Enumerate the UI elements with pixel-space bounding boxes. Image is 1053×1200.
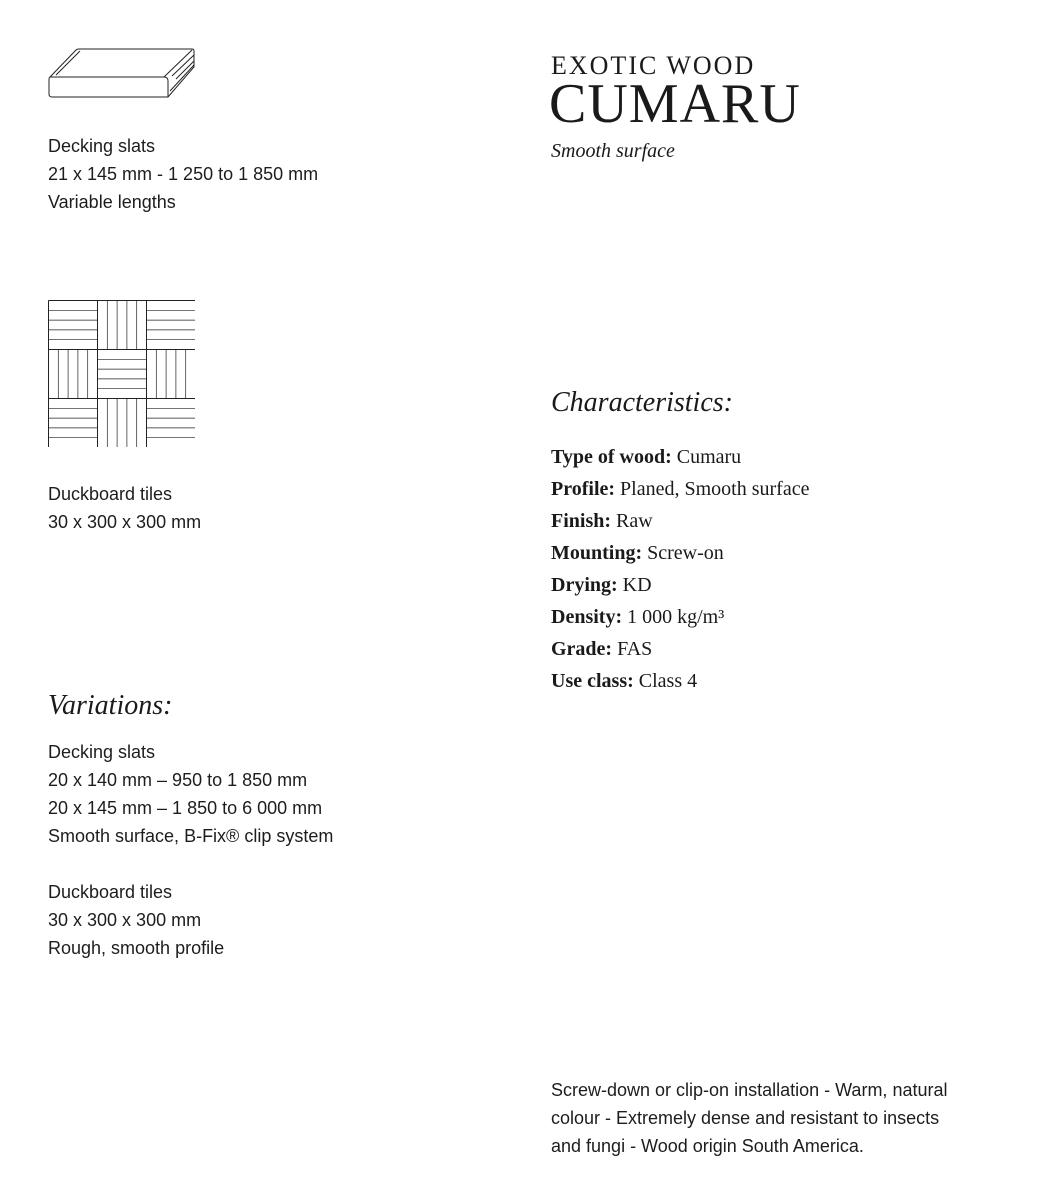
variation-tiles-note: Rough, smooth profile <box>48 938 225 958</box>
variations-slats <box>48 738 333 850</box>
char-value: 1 000 kg/m³ <box>627 606 725 628</box>
description-line: colour - Extremely dense and resistant to insects <box>551 1108 940 1128</box>
page-title: CUMARU <box>549 73 801 135</box>
char-value: FAS <box>617 638 653 660</box>
slats-dimensions: 21 x 145 mm - 1 250 to 1 850 mm <box>48 164 319 184</box>
variation-slats-size-1: 20 x 140 mm – 950 to 1 850 mm <box>48 770 308 790</box>
char-value: Class 4 <box>638 670 698 692</box>
duckboard-tile-icon <box>48 300 195 447</box>
char-value: Screw-on <box>647 542 724 564</box>
char-value: Raw <box>616 510 653 532</box>
page-subtitle: Smooth surface <box>551 140 675 162</box>
variation-slats-size-2: 20 x 145 mm – 1 850 to 6 000 mm <box>48 798 323 818</box>
char-row-drying <box>551 569 809 601</box>
characteristics-list <box>551 441 809 697</box>
char-label: Type of wood: <box>551 446 672 468</box>
char-row-density <box>551 601 809 633</box>
char-row-grade <box>551 633 809 665</box>
tiles-spec <box>48 480 201 536</box>
variation-slats-note: Smooth surface, B-Fix® clip system <box>48 826 334 846</box>
slats-name: Decking slats <box>48 136 156 156</box>
characteristics-heading: Characteristics: <box>551 387 733 418</box>
char-label: Mounting: <box>551 542 643 564</box>
char-value: Cumaru <box>676 446 742 468</box>
variations-tiles <box>48 878 224 962</box>
variation-tiles-size: 30 x 300 x 300 mm <box>48 910 202 930</box>
variation-slats-name: Decking slats <box>48 742 156 762</box>
char-row-type <box>551 441 809 473</box>
char-label: Profile: <box>551 478 616 500</box>
char-row-finish <box>551 505 809 537</box>
tiles-dimensions: 30 x 300 x 300 mm <box>48 512 202 532</box>
char-value: KD <box>622 574 652 596</box>
slats-spec <box>48 132 318 216</box>
tiles-name: Duckboard tiles <box>48 484 173 504</box>
variations-heading: Variations: <box>48 690 173 721</box>
decking-slat-icon <box>48 47 198 103</box>
slats-lengths: Variable lengths <box>48 192 176 212</box>
description-line: and fungi - Wood origin South America. <box>551 1136 864 1156</box>
char-label: Drying: <box>551 574 618 596</box>
char-label: Use class: <box>551 670 634 692</box>
char-row-mounting <box>551 537 809 569</box>
char-label: Grade: <box>551 638 613 660</box>
char-row-use-class <box>551 665 809 697</box>
description-line: Screw-down or clip-on installation - Warm, natural <box>551 1080 948 1100</box>
char-row-profile <box>551 473 809 505</box>
char-value: Planed, Smooth surface <box>620 478 810 500</box>
variation-tiles-name: Duckboard tiles <box>48 882 173 902</box>
char-label: Finish: <box>551 510 612 532</box>
product-description <box>551 1076 947 1160</box>
category-kicker: EXOTIC WOOD <box>551 51 756 80</box>
char-label: Density: <box>551 606 623 628</box>
